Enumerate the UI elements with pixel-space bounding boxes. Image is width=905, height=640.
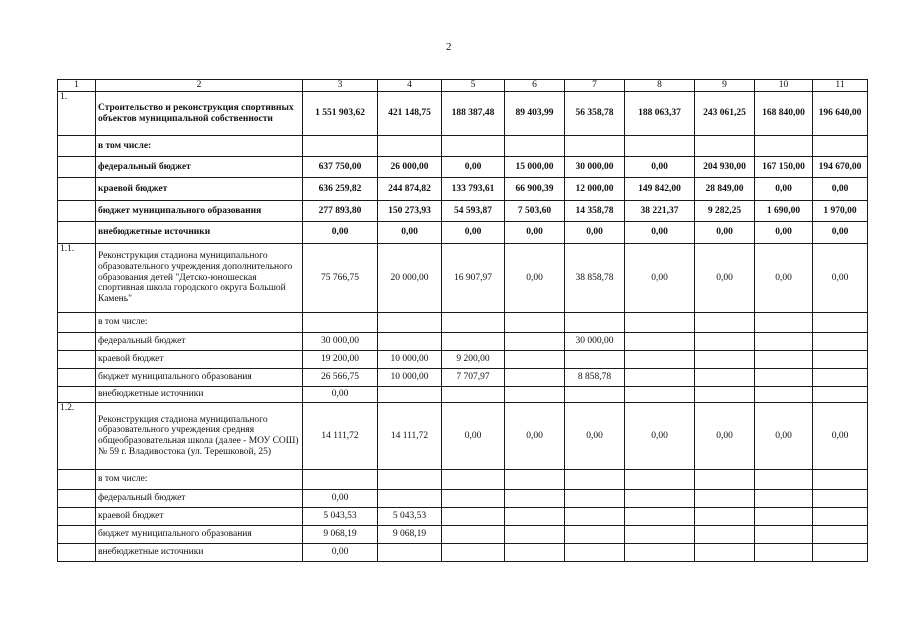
value-cell: 9 068,19 xyxy=(378,526,442,544)
value-cell: 12 000,00 xyxy=(565,178,625,201)
table-row xyxy=(58,508,868,526)
value-cell: 0,00 xyxy=(442,403,505,470)
value-cell xyxy=(565,351,625,369)
value-cell xyxy=(442,490,505,508)
value-cell xyxy=(442,544,505,562)
table-row xyxy=(58,92,868,136)
value-cell: 0,00 xyxy=(505,244,565,313)
table-row xyxy=(58,470,868,490)
row-label: Реконструкция стадиона муниципального образовательного учреждения средняя общеобразовательная школа (далее - МОУ СОШ) № 59 г. Владивостока (ул. Терешковой, 25) xyxy=(96,403,303,470)
value-cell: 26 000,00 xyxy=(378,157,442,178)
value-cell: 0,00 xyxy=(565,403,625,470)
row-number xyxy=(58,544,96,562)
value-cell: 66 900,39 xyxy=(505,178,565,201)
value-cell: 196 640,00 xyxy=(813,92,868,136)
value-cell: 0,00 xyxy=(625,222,695,244)
table-row xyxy=(58,351,868,369)
value-cell: 30 000,00 xyxy=(565,333,625,351)
row-number xyxy=(58,508,96,526)
value-cell xyxy=(442,333,505,351)
row-number: 1.1. xyxy=(58,244,96,313)
row-label: федеральный бюджет xyxy=(96,333,303,351)
value-cell xyxy=(442,508,505,526)
row-number xyxy=(58,490,96,508)
table-row xyxy=(58,313,868,333)
value-cell: 0,00 xyxy=(813,244,868,313)
value-cell: 7 707,97 xyxy=(442,369,505,387)
value-cell xyxy=(303,470,378,490)
value-cell: 149 842,00 xyxy=(625,178,695,201)
value-cell: 7 503,60 xyxy=(505,201,565,222)
value-cell xyxy=(625,136,695,157)
row-label: федеральный бюджет xyxy=(96,490,303,508)
value-cell xyxy=(505,136,565,157)
value-cell: 38 221,37 xyxy=(625,201,695,222)
budget-table xyxy=(57,79,868,562)
page-number: 2 xyxy=(446,41,452,53)
value-cell: 0,00 xyxy=(813,403,868,470)
value-cell xyxy=(625,387,695,403)
value-cell xyxy=(695,387,755,403)
value-cell: 0,00 xyxy=(303,222,378,244)
value-cell xyxy=(442,136,505,157)
value-cell xyxy=(695,544,755,562)
value-cell xyxy=(565,387,625,403)
value-cell xyxy=(378,470,442,490)
value-cell: 0,00 xyxy=(505,403,565,470)
value-cell: 10 000,00 xyxy=(378,351,442,369)
row-number xyxy=(58,222,96,244)
value-cell xyxy=(625,470,695,490)
value-cell: 14 111,72 xyxy=(378,403,442,470)
value-cell xyxy=(695,526,755,544)
row-label: бюджет муниципального образования xyxy=(96,526,303,544)
header-cell: 2 xyxy=(96,80,303,92)
value-cell: 9 200,00 xyxy=(442,351,505,369)
value-cell xyxy=(505,313,565,333)
row-label: внебюджетные источники xyxy=(96,387,303,403)
header-row xyxy=(58,80,868,92)
value-cell: 1 970,00 xyxy=(813,201,868,222)
row-label: в том числе: xyxy=(96,136,303,157)
value-cell: 9 282,25 xyxy=(695,201,755,222)
value-cell: 0,00 xyxy=(755,403,813,470)
value-cell: 0,00 xyxy=(755,222,813,244)
value-cell: 5 043,53 xyxy=(303,508,378,526)
value-cell xyxy=(625,351,695,369)
value-cell xyxy=(755,333,813,351)
value-cell xyxy=(505,490,565,508)
value-cell: 10 000,00 xyxy=(378,369,442,387)
value-cell: 16 907,97 xyxy=(442,244,505,313)
value-cell: 14 111,72 xyxy=(303,403,378,470)
header-cell: 4 xyxy=(378,80,442,92)
value-cell: 167 150,00 xyxy=(755,157,813,178)
row-number xyxy=(58,526,96,544)
value-cell xyxy=(813,313,868,333)
value-cell xyxy=(442,313,505,333)
row-number xyxy=(58,351,96,369)
row-number xyxy=(58,157,96,178)
value-cell xyxy=(695,333,755,351)
value-cell xyxy=(505,333,565,351)
value-cell xyxy=(505,470,565,490)
row-number xyxy=(58,136,96,157)
row-number xyxy=(58,178,96,201)
value-cell xyxy=(565,526,625,544)
value-cell xyxy=(505,387,565,403)
value-cell xyxy=(813,470,868,490)
value-cell: 30 000,00 xyxy=(565,157,625,178)
value-cell xyxy=(505,508,565,526)
value-cell: 421 148,75 xyxy=(378,92,442,136)
value-cell xyxy=(378,313,442,333)
row-label: бюджет муниципального образования xyxy=(96,369,303,387)
row-number: 1.2. xyxy=(58,403,96,470)
value-cell xyxy=(755,369,813,387)
row-label: Реконструкция стадиона муниципального образовательного учреждения дополнительного образования детей "Детско-юношеская спортивная школа городского округа Большой Камень" xyxy=(96,244,303,313)
value-cell xyxy=(625,544,695,562)
table-row xyxy=(58,136,868,157)
value-cell: 30 000,00 xyxy=(303,333,378,351)
table-row xyxy=(58,526,868,544)
value-cell: 194 670,00 xyxy=(813,157,868,178)
value-cell: 0,00 xyxy=(813,222,868,244)
value-cell xyxy=(565,490,625,508)
row-label: краевой бюджет xyxy=(96,508,303,526)
header-cell: 5 xyxy=(442,80,505,92)
value-cell: 244 874,82 xyxy=(378,178,442,201)
value-cell xyxy=(755,526,813,544)
value-cell xyxy=(565,544,625,562)
value-cell: 89 403,99 xyxy=(505,92,565,136)
value-cell: 0,00 xyxy=(442,222,505,244)
header-cell: 8 xyxy=(625,80,695,92)
value-cell: 0,00 xyxy=(303,490,378,508)
value-cell xyxy=(695,490,755,508)
table-row xyxy=(58,201,868,222)
value-cell xyxy=(625,369,695,387)
value-cell xyxy=(378,136,442,157)
value-cell xyxy=(505,544,565,562)
value-cell: 0,00 xyxy=(505,222,565,244)
row-number xyxy=(58,333,96,351)
value-cell: 0,00 xyxy=(695,222,755,244)
row-number: 1. xyxy=(58,92,96,136)
value-cell xyxy=(813,490,868,508)
header-cell: 1 xyxy=(58,80,96,92)
value-cell xyxy=(378,544,442,562)
value-cell: 150 273,93 xyxy=(378,201,442,222)
value-cell: 9 068,19 xyxy=(303,526,378,544)
row-number xyxy=(58,201,96,222)
header-cell: 7 xyxy=(565,80,625,92)
value-cell xyxy=(813,526,868,544)
header-cell: 10 xyxy=(755,80,813,92)
header-cell: 9 xyxy=(695,80,755,92)
value-cell xyxy=(442,387,505,403)
value-cell: 0,00 xyxy=(695,403,755,470)
value-cell: 19 200,00 xyxy=(303,351,378,369)
value-cell: 0,00 xyxy=(813,178,868,201)
value-cell: 38 858,78 xyxy=(565,244,625,313)
value-cell: 1 690,00 xyxy=(755,201,813,222)
value-cell xyxy=(813,136,868,157)
value-cell: 5 043,53 xyxy=(378,508,442,526)
value-cell xyxy=(303,136,378,157)
header-cell: 11 xyxy=(813,80,868,92)
value-cell xyxy=(695,313,755,333)
value-cell xyxy=(695,351,755,369)
value-cell xyxy=(565,508,625,526)
value-cell xyxy=(378,333,442,351)
value-cell: 20 000,00 xyxy=(378,244,442,313)
value-cell xyxy=(755,351,813,369)
value-cell: 14 358,78 xyxy=(565,201,625,222)
table-row xyxy=(58,178,868,201)
value-cell xyxy=(755,508,813,526)
value-cell xyxy=(813,333,868,351)
value-cell xyxy=(813,387,868,403)
row-number xyxy=(58,313,96,333)
value-cell xyxy=(755,544,813,562)
row-label: федеральный бюджет xyxy=(96,157,303,178)
value-cell: 56 358,78 xyxy=(565,92,625,136)
value-cell: 133 793,61 xyxy=(442,178,505,201)
row-number xyxy=(58,470,96,490)
value-cell xyxy=(442,470,505,490)
row-label: в том числе: xyxy=(96,313,303,333)
row-number xyxy=(58,369,96,387)
value-cell: 1 551 903,62 xyxy=(303,92,378,136)
value-cell: 204 930,00 xyxy=(695,157,755,178)
table-row xyxy=(58,403,868,470)
value-cell: 277 893,80 xyxy=(303,201,378,222)
value-cell xyxy=(378,490,442,508)
value-cell xyxy=(695,470,755,490)
value-cell: 0,00 xyxy=(442,157,505,178)
value-cell: 28 849,00 xyxy=(695,178,755,201)
value-cell xyxy=(813,508,868,526)
row-label: Строительство и реконструкция спортивных объектов муниципальной собственности xyxy=(96,92,303,136)
value-cell: 0,00 xyxy=(625,403,695,470)
value-cell xyxy=(625,526,695,544)
value-cell xyxy=(755,470,813,490)
table-row xyxy=(58,387,868,403)
value-cell: 15 000,00 xyxy=(505,157,565,178)
value-cell xyxy=(565,313,625,333)
value-cell: 0,00 xyxy=(625,244,695,313)
table-row xyxy=(58,157,868,178)
value-cell xyxy=(625,333,695,351)
row-label: бюджет муниципального образования xyxy=(96,201,303,222)
value-cell xyxy=(755,490,813,508)
value-cell: 243 061,25 xyxy=(695,92,755,136)
value-cell xyxy=(565,470,625,490)
value-cell xyxy=(625,508,695,526)
row-label: в том числе: xyxy=(96,470,303,490)
table-row xyxy=(58,244,868,313)
header-cell: 3 xyxy=(303,80,378,92)
value-cell xyxy=(695,508,755,526)
table-row xyxy=(58,369,868,387)
value-cell xyxy=(505,369,565,387)
row-label: внебюджетные источники xyxy=(96,222,303,244)
value-cell: 26 566,75 xyxy=(303,369,378,387)
value-cell: 0,00 xyxy=(303,544,378,562)
value-cell xyxy=(695,369,755,387)
value-cell xyxy=(755,387,813,403)
value-cell: 0,00 xyxy=(755,244,813,313)
header-cell: 6 xyxy=(505,80,565,92)
table-row xyxy=(58,544,868,562)
table-row xyxy=(58,333,868,351)
value-cell xyxy=(303,313,378,333)
table-row xyxy=(58,222,868,244)
value-cell: 0,00 xyxy=(303,387,378,403)
value-cell: 54 593,87 xyxy=(442,201,505,222)
value-cell xyxy=(625,490,695,508)
row-label: краевой бюджет xyxy=(96,351,303,369)
value-cell xyxy=(695,136,755,157)
value-cell xyxy=(813,351,868,369)
value-cell xyxy=(755,313,813,333)
row-label: внебюджетные источники xyxy=(96,544,303,562)
value-cell: 0,00 xyxy=(378,222,442,244)
table-row xyxy=(58,490,868,508)
value-cell xyxy=(505,351,565,369)
value-cell xyxy=(813,369,868,387)
value-cell: 637 750,00 xyxy=(303,157,378,178)
row-number xyxy=(58,387,96,403)
row-label: краевой бюджет xyxy=(96,178,303,201)
value-cell xyxy=(505,526,565,544)
value-cell: 188 387,48 xyxy=(442,92,505,136)
value-cell xyxy=(813,544,868,562)
value-cell xyxy=(755,136,813,157)
value-cell: 0,00 xyxy=(755,178,813,201)
value-cell: 188 063,37 xyxy=(625,92,695,136)
value-cell: 0,00 xyxy=(625,157,695,178)
value-cell xyxy=(565,136,625,157)
value-cell: 168 840,00 xyxy=(755,92,813,136)
value-cell: 0,00 xyxy=(695,244,755,313)
value-cell xyxy=(378,387,442,403)
value-cell: 636 259,82 xyxy=(303,178,378,201)
value-cell xyxy=(442,526,505,544)
value-cell: 75 766,75 xyxy=(303,244,378,313)
value-cell: 8 858,78 xyxy=(565,369,625,387)
value-cell xyxy=(625,313,695,333)
value-cell: 0,00 xyxy=(565,222,625,244)
